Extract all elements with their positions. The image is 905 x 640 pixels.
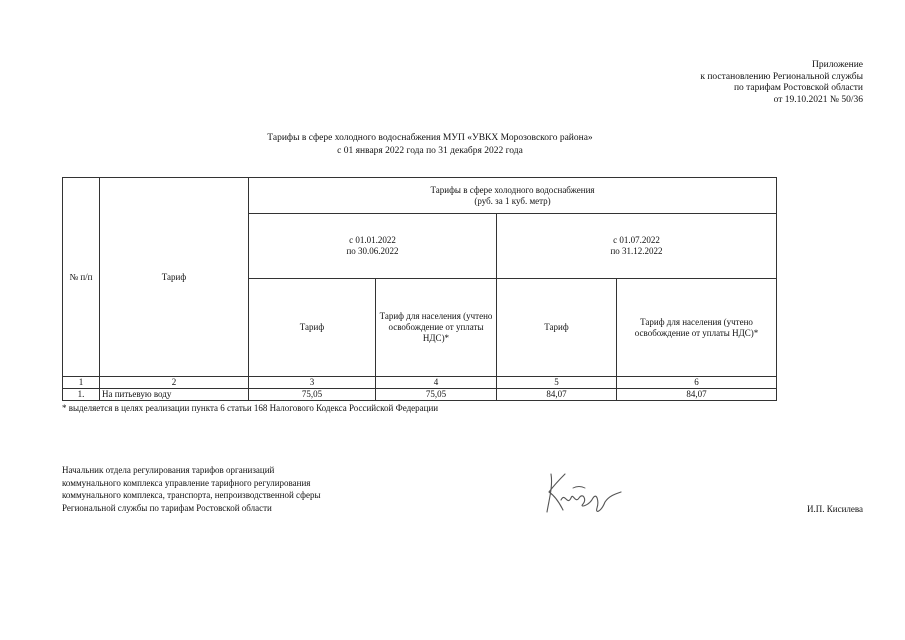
appendix-line: Приложение xyxy=(812,60,863,70)
title-line: Тарифы в сфере холодного водоснабжения МУП «УВКХ Морозовского района» xyxy=(267,133,593,143)
period-2-end: по 31.12.2022 xyxy=(610,246,663,256)
title-line: с 01 января 2022 года по 31 декабря 2022 года xyxy=(337,145,523,156)
column-numbers-row xyxy=(63,377,777,389)
header-group-unit: (руб. за 1 куб. метр) xyxy=(474,195,551,206)
column-number: 6 xyxy=(617,377,777,389)
column-number: 5 xyxy=(497,377,617,389)
appendix-line: к постановлению Региональной службы xyxy=(700,71,863,82)
row-p1-population: 75,05 xyxy=(376,389,497,401)
tariff-table xyxy=(62,177,777,401)
row-p2-tariff: 84,07 xyxy=(497,389,617,401)
header-tariff: Тариф xyxy=(100,178,249,377)
period-2-start: с 01.07.2022 xyxy=(613,235,660,245)
table-row xyxy=(63,389,777,401)
document-title xyxy=(150,132,710,157)
column-number: 4 xyxy=(376,377,497,389)
appendix-line: от 19.10.2021 № 50/36 xyxy=(773,94,863,105)
signer-line: Начальник отдела регулирования тарифов организаций xyxy=(62,465,275,475)
header-group-line: Тарифы в сфере холодного водоснабжения xyxy=(430,184,595,195)
header-num: № п/п xyxy=(63,178,100,377)
appendix-line: по тарифам Ростовской области xyxy=(733,83,863,93)
header-period-2 xyxy=(497,214,777,279)
row-p1-tariff: 75,05 xyxy=(249,389,376,401)
signer-line: коммунального комплекса управление тарифного регулирования xyxy=(62,477,311,488)
appendix-header xyxy=(563,60,863,106)
column-number: 3 xyxy=(249,377,376,389)
handwritten-signature xyxy=(543,466,623,518)
header-period-1 xyxy=(249,214,497,279)
signer-name: И.П. Кисилева xyxy=(807,504,863,514)
subheader-tariff-p2: Тариф xyxy=(497,279,617,377)
signer-line: Региональной службы по тарифам Ростовской области xyxy=(62,502,272,513)
header-group xyxy=(249,178,777,214)
signer-line: коммунального комплекса, транспорта, непроизводственной сферы xyxy=(62,490,321,500)
subheader-tariff-p1: Тариф xyxy=(249,279,376,377)
signer-position xyxy=(62,464,321,514)
subheader-population-p1: Тариф для населения (учтено освобождение от уплаты НДС)* xyxy=(376,279,497,377)
row-num: 1. xyxy=(63,389,100,401)
column-number: 2 xyxy=(100,377,249,389)
period-1-end: по 30.06.2022 xyxy=(346,246,399,256)
column-number: 1 xyxy=(63,377,100,389)
footnote: * выделяется в целях реализации пункта 6 статьи 168 Налогового Кодекса Российской Федерации xyxy=(62,403,439,413)
period-1-start: с 01.01.2022 xyxy=(349,235,396,245)
subheader-population-p2: Тариф для населения (учтено освобождение от уплаты НДС)* xyxy=(617,279,777,377)
row-name: На питьевую воду xyxy=(100,389,249,401)
row-p2-population: 84,07 xyxy=(617,389,777,401)
